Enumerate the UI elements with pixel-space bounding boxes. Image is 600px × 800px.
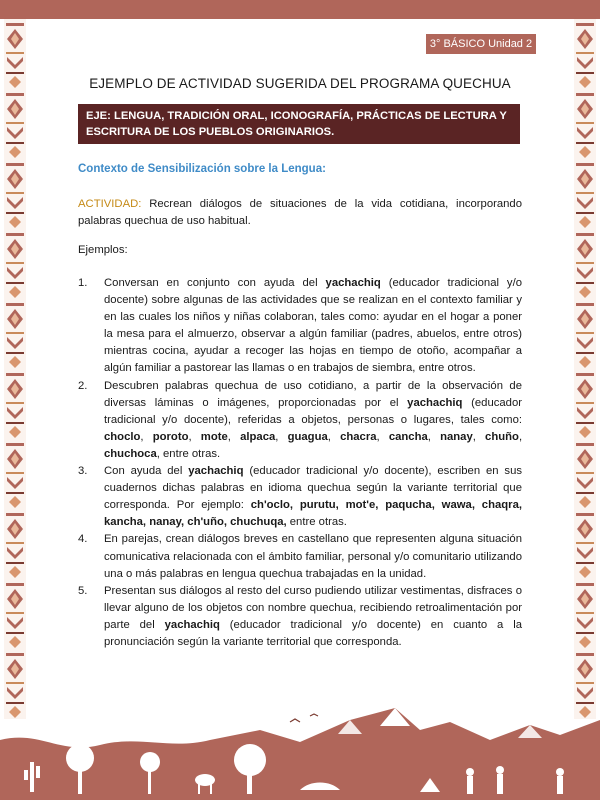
- quechua-term: chacra: [340, 430, 377, 443]
- list-item-text: ,: [327, 430, 341, 443]
- eje-banner: EJE: LENGUA, TRADICIÓN ORAL, ICONOGRAFÍA, PRÁCTICAS DE LECTURA Y ESCRITURA DE LOS PUEBLOS ORIGINARIOS.: [78, 104, 520, 144]
- list-item-text: En parejas, crean diálogos breves en castellano que representen alguna situación comunicativa relacionada con el ámbito familiar, personal y/o comunitario utilizando una o más palabras en lengua quechua trabajadas en la unidad.: [104, 533, 522, 580]
- quechua-term: mote: [200, 430, 228, 443]
- activity-label: ACTIVIDAD:: [78, 198, 142, 210]
- context-heading: Contexto de Sensibilización sobre la Lengua:: [78, 163, 326, 175]
- list-item-text: , entre otras.: [156, 447, 221, 460]
- list-item-number: 5.: [78, 584, 88, 597]
- quechua-term: cancha: [388, 430, 428, 443]
- list-item-number: 3.: [78, 465, 88, 478]
- list-item: [78, 275, 522, 378]
- list-item: [78, 378, 522, 463]
- list-item-text: ,: [427, 430, 441, 443]
- list-item-text: (educador tradicional y/o docente), referidas a objetos, personas o lugares, tales como:: [104, 396, 522, 426]
- list-item-text: Con ayuda del: [104, 465, 189, 478]
- list-item-number: 2.: [78, 379, 88, 392]
- quechua-term: chuño: [485, 430, 519, 443]
- quechua-term: ch'oclo, purutu, mot'e, paqucha, wawa, chaqra, kancha, nanay, ch'uño, chuchuqa,: [104, 499, 522, 529]
- list-item-text: Conversan en conjunto con ayuda del: [104, 277, 326, 289]
- list-item-text: entre otras.: [286, 516, 347, 529]
- quechua-term: nanay: [440, 430, 473, 443]
- quechua-term: alpaca: [240, 430, 276, 443]
- examples-list: [78, 275, 522, 651]
- footer-landscape-illustration: [0, 700, 600, 800]
- top-decorative-bar: [0, 0, 600, 19]
- list-item-number: 1.: [78, 277, 88, 289]
- quechua-term: yachachiq: [325, 277, 381, 289]
- list-item-text: ,: [140, 430, 153, 443]
- quechua-term: yachachiq: [188, 465, 244, 478]
- list-item-text: ,: [376, 430, 389, 443]
- examples-label: Ejemplos:: [78, 244, 128, 256]
- left-decorative-border: [4, 19, 26, 719]
- unit-badge: 3° BÁSICO Unidad 2: [426, 34, 536, 54]
- page-title: EJEMPLO DE ACTIVIDAD SUGERIDA DEL PROGRAMA QUECHUA: [89, 76, 511, 91]
- list-item-text: (educador tradicional y/o docente) sobre algunas de las actividades que se realizan en el contexto familiar y en las cuales los niños y niñas colaboran, tales como: ayudar en el hogar a poner la mesa para el almuerzo, observar a algún familiar (padres, abuelos, entre otros) mientras cocina, ayudar a recoger las hojas en tiempo de otoño, acompañar a algún familiar a pastorear las llamas o en trabajos de siembra, entre otros.: [104, 277, 522, 375]
- list-item-text: (educador tradicional y/o docente), escriben en sus cuadernos dichas palabras en idioma quechua según la variante territorial que corresponda. Por ejemplo:: [104, 465, 522, 512]
- list-item-text: ,: [472, 430, 486, 443]
- activity-text: Recrean diálogos de situaciones de la vida cotidiana, incorporando palabras quechua de uso habitual.: [78, 198, 522, 227]
- list-item-text: (educador tradicional y/o docente) en cuanto a la pronunciación según la variante territorial que corresponda.: [104, 618, 522, 648]
- quechua-term: yachachiq: [407, 396, 463, 409]
- quechua-term: guagua: [287, 430, 328, 443]
- quechua-term: choclo: [104, 430, 141, 443]
- quechua-term: chuchoca: [104, 447, 157, 460]
- quechua-term: yachachiq: [164, 618, 220, 631]
- list-item-number: 4.: [78, 533, 88, 546]
- quechua-term: poroto: [152, 430, 189, 443]
- activity-paragraph: [78, 196, 522, 230]
- list-item-text: ,: [227, 430, 241, 443]
- list-item-text: Presentan sus diálogos al resto del curso pudiendo utilizar vestimentas, disfraces o llevar alguno de los objetos con nombre quechua, recibiendo retroalimentación por parte del: [104, 584, 522, 631]
- list-item-text: ,: [275, 430, 288, 443]
- list-item: [78, 583, 522, 651]
- list-item: [78, 463, 522, 531]
- list-item: [78, 531, 522, 582]
- list-item-text: ,: [518, 430, 523, 443]
- right-decorative-border: [574, 19, 596, 719]
- list-item-text: ,: [188, 430, 201, 443]
- list-item-text: Descubren palabras quechua de uso cotidiano, a partir de la observación de diversas láminas o imágenes, proporcionadas por el: [104, 379, 522, 409]
